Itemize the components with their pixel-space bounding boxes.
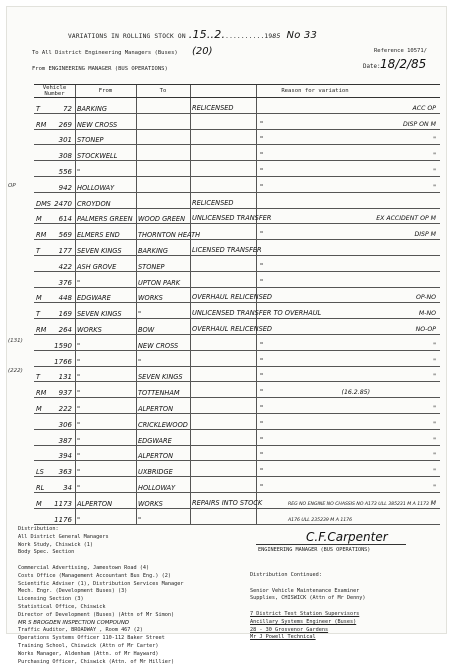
to-garage: " (136, 303, 190, 319)
reason-text: " (260, 340, 264, 349)
table-row (34, 208, 440, 224)
status-note: " (433, 341, 436, 349)
vehicle-class (34, 145, 52, 161)
to-garage (136, 161, 190, 177)
table-row (34, 508, 440, 524)
distribution-continued (250, 572, 366, 642)
reason-text: " (260, 230, 264, 239)
distribution-continued-line: Senior Vehicle Maintenance Examiner (250, 587, 360, 594)
distribution-line: Training School, Chiswick (Attn of Mr Carter) (18, 642, 159, 649)
to-garage: TOTTENHAM (136, 382, 190, 398)
registration-details: REG NO ENGINE NO CHASSIS NO A173 ULL 385231 M A 1173 (288, 501, 429, 507)
distribution-line: Director of Development (Buses) (Attn of Mr Simon) (18, 611, 175, 618)
reason-text: LICENSED TRANSFER (192, 245, 262, 254)
to-garage (136, 192, 190, 208)
vehicle-class (34, 255, 52, 271)
vehicle-number: 177 (52, 240, 75, 256)
distribution-line: All District General Managers (18, 533, 109, 540)
status-note: EX ACCIDENT OP M (376, 215, 436, 223)
margin-note-131: (131) (8, 338, 23, 344)
table-row (34, 413, 440, 429)
reason-text: " (260, 277, 264, 286)
reason-text: " (260, 135, 264, 144)
to-garage: " (136, 508, 190, 524)
reason-cell (190, 413, 440, 429)
to-garage: STONEP (136, 255, 190, 271)
reason-text: " (260, 467, 264, 476)
table-row (34, 129, 440, 145)
status-note: " (433, 452, 436, 460)
distribution-continued-line (250, 580, 366, 588)
vehicle-class: RM (34, 113, 52, 129)
from-garage: EDGWARE (75, 287, 136, 303)
from-garage: " (75, 382, 136, 398)
from-garage: ASH GROVE (75, 255, 136, 271)
to-garage (136, 113, 190, 129)
reason-text: " (260, 403, 264, 412)
vehicle-number: 937 (52, 382, 75, 398)
reason-cell (190, 161, 440, 177)
to-garage: CRICKLEWOOD (136, 413, 190, 429)
vehicle-number: 387 (52, 429, 75, 445)
table-row (34, 382, 440, 398)
table-header-row (34, 85, 440, 98)
distribution-continued-line: 7 District Test Station Supervisors (250, 610, 360, 617)
table-row (34, 398, 440, 414)
vehicle-number: 1173 (52, 492, 75, 508)
table-row (34, 334, 440, 350)
from-garage: " (75, 461, 136, 477)
reason-cell (190, 445, 440, 461)
vehicle-number: 308 (52, 145, 75, 161)
reason-text: UNLICENSED TRANSFER TO OVERHAUL (192, 309, 322, 318)
reason-cell (190, 145, 440, 161)
reason-text: " (260, 119, 264, 128)
to-garage: EDGWARE (136, 429, 190, 445)
table-row (34, 271, 440, 287)
distribution-line: Works Manager, Aldenham (Attn. of Mr Hayward) (18, 650, 159, 657)
distribution-line: Scientific Adviser (1), Distribution Services Manager (18, 580, 184, 587)
vehicle-class (34, 334, 52, 350)
from-garage: " (75, 271, 136, 287)
from-garage: HOLLOWAY (75, 176, 136, 192)
to-garage: WORKS (136, 287, 190, 303)
reason-text: " (260, 166, 264, 175)
vehicle-class: RM (34, 224, 52, 240)
vehicle-number: 131 (52, 366, 75, 382)
to-garage: WOOD GREEN (136, 208, 190, 224)
reason-text: " (260, 356, 264, 365)
from-garage: NEW CROSS (75, 113, 136, 129)
vehicle-number: 394 (52, 445, 75, 461)
table-row (34, 113, 440, 129)
reason-cell (190, 224, 440, 240)
column-header-to: To (136, 85, 190, 98)
signature: C.F.Carpenter (306, 530, 388, 544)
status-note: " (433, 483, 436, 491)
from-garage: ELMERS END (75, 224, 136, 240)
vehicle-number: 1590 (52, 334, 75, 350)
to-garage: HOLLOWAY (136, 477, 190, 493)
from-garage: " (75, 366, 136, 382)
issue-number: No 33 (286, 30, 318, 41)
status-note: " (433, 420, 436, 428)
from-garage: " (75, 413, 136, 429)
vehicle-class (34, 429, 52, 445)
table-row (34, 176, 440, 192)
reason-cell (190, 176, 440, 192)
status-note: " (433, 436, 436, 444)
distribution-line: Body Spec. Section (18, 549, 75, 556)
reason-cell (190, 287, 440, 303)
vehicle-number: 942 (52, 176, 75, 192)
vehicle-class: DMS (34, 192, 52, 208)
reason-cell (190, 208, 440, 224)
vehicle-number: 169 (52, 303, 75, 319)
table-row (34, 366, 440, 382)
vehicle-class (34, 271, 52, 287)
table-row (34, 98, 440, 114)
vehicle-number: 34 (52, 477, 75, 493)
vehicle-number: 448 (52, 287, 75, 303)
reason-text: " (260, 182, 264, 191)
status-note: " (433, 136, 436, 144)
reason-cell (190, 255, 440, 271)
vehicle-class (34, 445, 52, 461)
vehicle-class (34, 161, 52, 177)
from-garage: STOCKWELL (75, 145, 136, 161)
reason-cell (190, 382, 440, 398)
reason-cell (190, 271, 440, 287)
vehicle-number: 376 (52, 271, 75, 287)
reason-cell (190, 350, 440, 366)
status-note: NO-OP (415, 325, 436, 333)
to-garage (136, 145, 190, 161)
distribution-line: MR S BROGDEN INSPECTION COMPOUND (18, 619, 130, 626)
to-garage: ALPERTON (136, 398, 190, 414)
reason-cell (190, 492, 440, 508)
reason-cell (190, 240, 440, 256)
reason-cell (190, 366, 440, 382)
reference-number: Reference 10571/ (374, 48, 427, 54)
reason-cell (190, 113, 440, 129)
reason-text: UNLICENSED TRANSFER (192, 214, 272, 223)
from-garage: CROYDON (75, 192, 136, 208)
reason-text: OVERHAUL RELICENSED (192, 293, 273, 302)
to-garage (136, 98, 190, 114)
status-note: " (433, 468, 436, 476)
table-row (34, 429, 440, 445)
vehicle-class (34, 413, 52, 429)
reason-cell (190, 98, 440, 114)
to-garage: ALPERTON (136, 445, 190, 461)
reason-cell (190, 461, 440, 477)
distribution-continued-heading: Distribution Continued: (250, 572, 322, 578)
vehicle-class: M (34, 208, 52, 224)
status-note: " (433, 167, 436, 175)
table-row (34, 461, 440, 477)
reason-cell (190, 398, 440, 414)
status-note: DISP M (414, 231, 436, 239)
table-row (34, 350, 440, 366)
reason-text: " (260, 435, 264, 444)
vehicle-class: LS (34, 461, 52, 477)
from-garage: " (75, 334, 136, 350)
column-header-vehicle-number: Vehicle Number (34, 85, 75, 98)
table-row (34, 192, 440, 208)
distribution-continued-line: 28 - 30 Grosvenor Gardens (250, 626, 329, 633)
reason-cell (190, 319, 440, 335)
vehicle-number: 301 (52, 129, 75, 145)
reason-text: RELICENSED (192, 198, 234, 207)
to-garage: NEW CROSS (136, 334, 190, 350)
table-row (34, 145, 440, 161)
signature-line (256, 544, 406, 545)
table-row (34, 240, 440, 256)
vehicle-class: RL (34, 477, 52, 493)
vehicle-class: M (34, 492, 52, 508)
distribution-line: Mech. Engr. (Development Buses) (3) (18, 588, 128, 595)
distribution-list (18, 526, 184, 666)
to-garage (136, 129, 190, 145)
reason-cell (190, 429, 440, 445)
reason-cell (190, 477, 440, 493)
vehicle-number: 422 (52, 255, 75, 271)
status-note: " (433, 373, 436, 381)
column-header-reason: Reason for variation (190, 85, 440, 98)
status-note: " (433, 152, 436, 160)
vehicle-class: M (34, 398, 52, 414)
vehicle-class: T (34, 366, 52, 382)
reason-text: " (260, 388, 264, 397)
distribution-continued-line: Ancillary Systems Engineer (Buses) (250, 618, 357, 625)
vehicle-number: 1766 (52, 350, 75, 366)
table-row (34, 319, 440, 335)
table-row (34, 224, 440, 240)
from-garage: " (75, 508, 136, 524)
distribution-line (18, 557, 184, 565)
reason-text: " (260, 451, 264, 460)
signature-caption: ENGINEERING MANAGER (BUS OPERATIONS) (258, 547, 371, 553)
date-label: Date: (363, 64, 381, 70)
distribution-continued-line: Mr J Powell Technical (250, 634, 316, 641)
from-garage: PALMERS GREEN (75, 208, 136, 224)
from-garage: STONEP (75, 129, 136, 145)
reason-cell (190, 129, 440, 145)
from-garage: " (75, 429, 136, 445)
distribution-line: Traffic Auditor, BROADWAY , Room 467 (2) (18, 627, 143, 634)
reason-cell (190, 303, 440, 319)
vehicle-number: 1176 (52, 508, 75, 524)
to-garage: THORNTON HEATH (136, 224, 190, 240)
vehicle-class: RM (34, 319, 52, 335)
column-header-from: From (75, 85, 136, 98)
sender-line: From ENGINEERING MANAGER (BUS OPERATIONS) (32, 66, 168, 72)
recipients-count: (20) (192, 46, 213, 57)
from-garage: SEVEN KINGS (75, 240, 136, 256)
to-garage: " (136, 350, 190, 366)
registration-details: A176 ULL 235239 M A 1176 (288, 517, 353, 523)
to-garage (136, 176, 190, 192)
recipients-line: To All District Engineering Managers (Buses) (32, 50, 178, 56)
vehicle-class (34, 176, 52, 192)
distribution-line: Operations Systems Officer 110-112 Baker Street (18, 635, 165, 642)
vehicle-number: 2470 (52, 192, 75, 208)
vehicle-number: 222 (52, 398, 75, 414)
margin-note-222: (222) (8, 368, 23, 374)
table-row (34, 255, 440, 271)
distribution-continued-line: Supplies, CHISWICK (Attn of Mr Denny) (250, 595, 366, 602)
status-note: " (433, 404, 436, 412)
distribution-continued-line (250, 603, 366, 611)
reason-text: REPAIRS INTO STOCK (192, 498, 263, 507)
from-garage: WORKS (75, 319, 136, 335)
from-garage: SEVEN KINGS (75, 303, 136, 319)
from-garage: " (75, 161, 136, 177)
issue-date-handwritten: .15..2. (188, 28, 226, 41)
status-note: M-NO (418, 310, 436, 318)
vehicle-class: M (34, 287, 52, 303)
status-note: " (433, 357, 436, 365)
distribution-line: Commercial Advertising, Jamestown Road (4) (18, 564, 150, 571)
vehicle-class (34, 508, 52, 524)
to-garage: WORKS (136, 492, 190, 508)
from-garage: " (75, 350, 136, 366)
to-garage: BARKING (136, 240, 190, 256)
table-row (34, 492, 440, 508)
status-note: M (430, 499, 436, 507)
vehicle-class: T (34, 240, 52, 256)
variations-table (34, 84, 440, 525)
reason-text: " (260, 419, 264, 428)
table-row (34, 303, 440, 319)
from-garage: BARKING (75, 98, 136, 114)
to-garage: BOW (136, 319, 190, 335)
from-garage: " (75, 398, 136, 414)
margin-note-op: OP (8, 183, 16, 189)
table-row (34, 445, 440, 461)
status-note: OP-NO (416, 294, 436, 302)
vehicle-class: RM (34, 382, 52, 398)
reason-cell (190, 508, 440, 524)
vehicle-class: T (34, 98, 52, 114)
to-garage: SEVEN KINGS (136, 366, 190, 382)
vehicle-number: 363 (52, 461, 75, 477)
vehicle-class (34, 350, 52, 366)
document-title: VARIATIONS IN ROLLING STOCK ON .15..2...........1985 No 33 (68, 28, 318, 41)
vehicle-number: 569 (52, 224, 75, 240)
reason-cell (190, 334, 440, 350)
distribution-line: Statistical Office, Chiswick (18, 603, 106, 610)
issue-year: 85 (272, 33, 281, 40)
distribution-heading: Distribution: (18, 526, 59, 532)
distribution-line: Costs Office (Management Accountant Bus Eng.) (2) (18, 572, 172, 579)
reason-text: " (260, 372, 264, 381)
vehicle-number: 614 (52, 208, 75, 224)
reason-text: " (260, 482, 264, 491)
from-garage: " (75, 477, 136, 493)
reason-cell (190, 192, 440, 208)
from-garage: ALPERTON (75, 492, 136, 508)
from-garage: " (75, 445, 136, 461)
vehicle-number: 306 (52, 413, 75, 429)
date-value: 18/2/85 (380, 57, 427, 71)
table-row (34, 287, 440, 303)
distribution-line: Licensing Section (3) (18, 596, 84, 603)
distribution-line: Purchasing Officer, Chiswick (Attn. of Mr Hillier) (18, 658, 175, 665)
to-garage: UXBRIDGE (136, 461, 190, 477)
reason-text: RELICENSED (192, 103, 234, 112)
table-row (34, 161, 440, 177)
reason-text: OVERHAUL RELICENSED (192, 324, 273, 333)
distribution-line: Work Study, Chiswick (1) (18, 541, 93, 548)
status-note: " (433, 183, 436, 191)
to-garage: UPTON PARK (136, 271, 190, 287)
reason-text: " (260, 151, 264, 160)
reason-text: " (260, 261, 264, 270)
vehicle-number: 264 (52, 319, 75, 335)
status-note: ACC OP (412, 104, 436, 112)
status-note: DISP ON M (402, 120, 436, 128)
vehicle-number: 556 (52, 161, 75, 177)
vehicle-class (34, 129, 52, 145)
vehicle-number: 269 (52, 113, 75, 129)
status-note: (16.2.85) (341, 389, 370, 397)
table-row (34, 477, 440, 493)
vehicle-class: T (34, 303, 52, 319)
vehicle-number: 72 (52, 98, 75, 114)
document-page (6, 6, 447, 665)
